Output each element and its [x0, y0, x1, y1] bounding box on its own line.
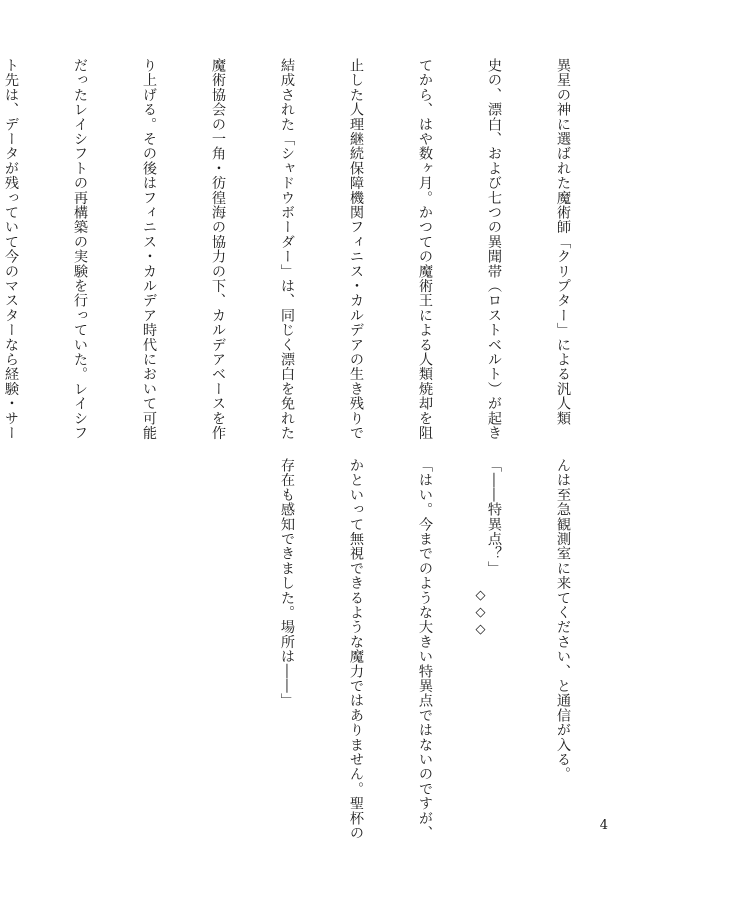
page-number: 4: [599, 818, 608, 833]
text-line: 止した人理継続保障機関フィニス・カルデアの生き残りで: [348, 58, 364, 441]
text-line: [68, 458, 91, 838]
text-line: んは至急観測室に来てください、と通信が入る。: [555, 458, 571, 782]
text-line: 「――特異点？」: [486, 458, 502, 576]
text-line: ト先は、データが残っていて今のマスターなら経験・サー: [3, 58, 19, 441]
lower-text-block: [130, 458, 620, 841]
text-line: 「はい。今までのような大きい特異点ではないのですが、: [417, 458, 433, 841]
text-line: かといって無視できるような魔力ではありません。聖杯の: [348, 458, 364, 841]
text-line: 異星の神に選ばれた魔術師「クリプター」による汎人類: [555, 58, 571, 426]
text-line: 存在も感知できました。場所は――」: [279, 458, 295, 708]
section-break-ornament: ◇◇◇: [473, 588, 488, 639]
text-line: [206, 458, 229, 838]
text-line: 史の、漂白、および七つの異聞帯（ロストベルト）が起き: [486, 58, 502, 441]
upper-text-block: [3, 58, 620, 441]
text-line: 結成された「シャドウボーダー」は、同じく漂白を免れた: [279, 58, 295, 441]
text-line: 魔術協会の一角・彷徨海の協力の下、カルデアベースを作: [210, 58, 226, 441]
text-line: り上げる。その後はフィニス・カルデア時代において可能: [141, 58, 157, 441]
text-line: だったレイシフトの再構築の実験を行っていた。レイシフ: [72, 58, 88, 441]
text-line: [0, 458, 22, 838]
text-line: てから、はや数ヶ月。かつての魔術王による人類焼却を阻: [417, 58, 433, 441]
text-line: [137, 458, 160, 838]
